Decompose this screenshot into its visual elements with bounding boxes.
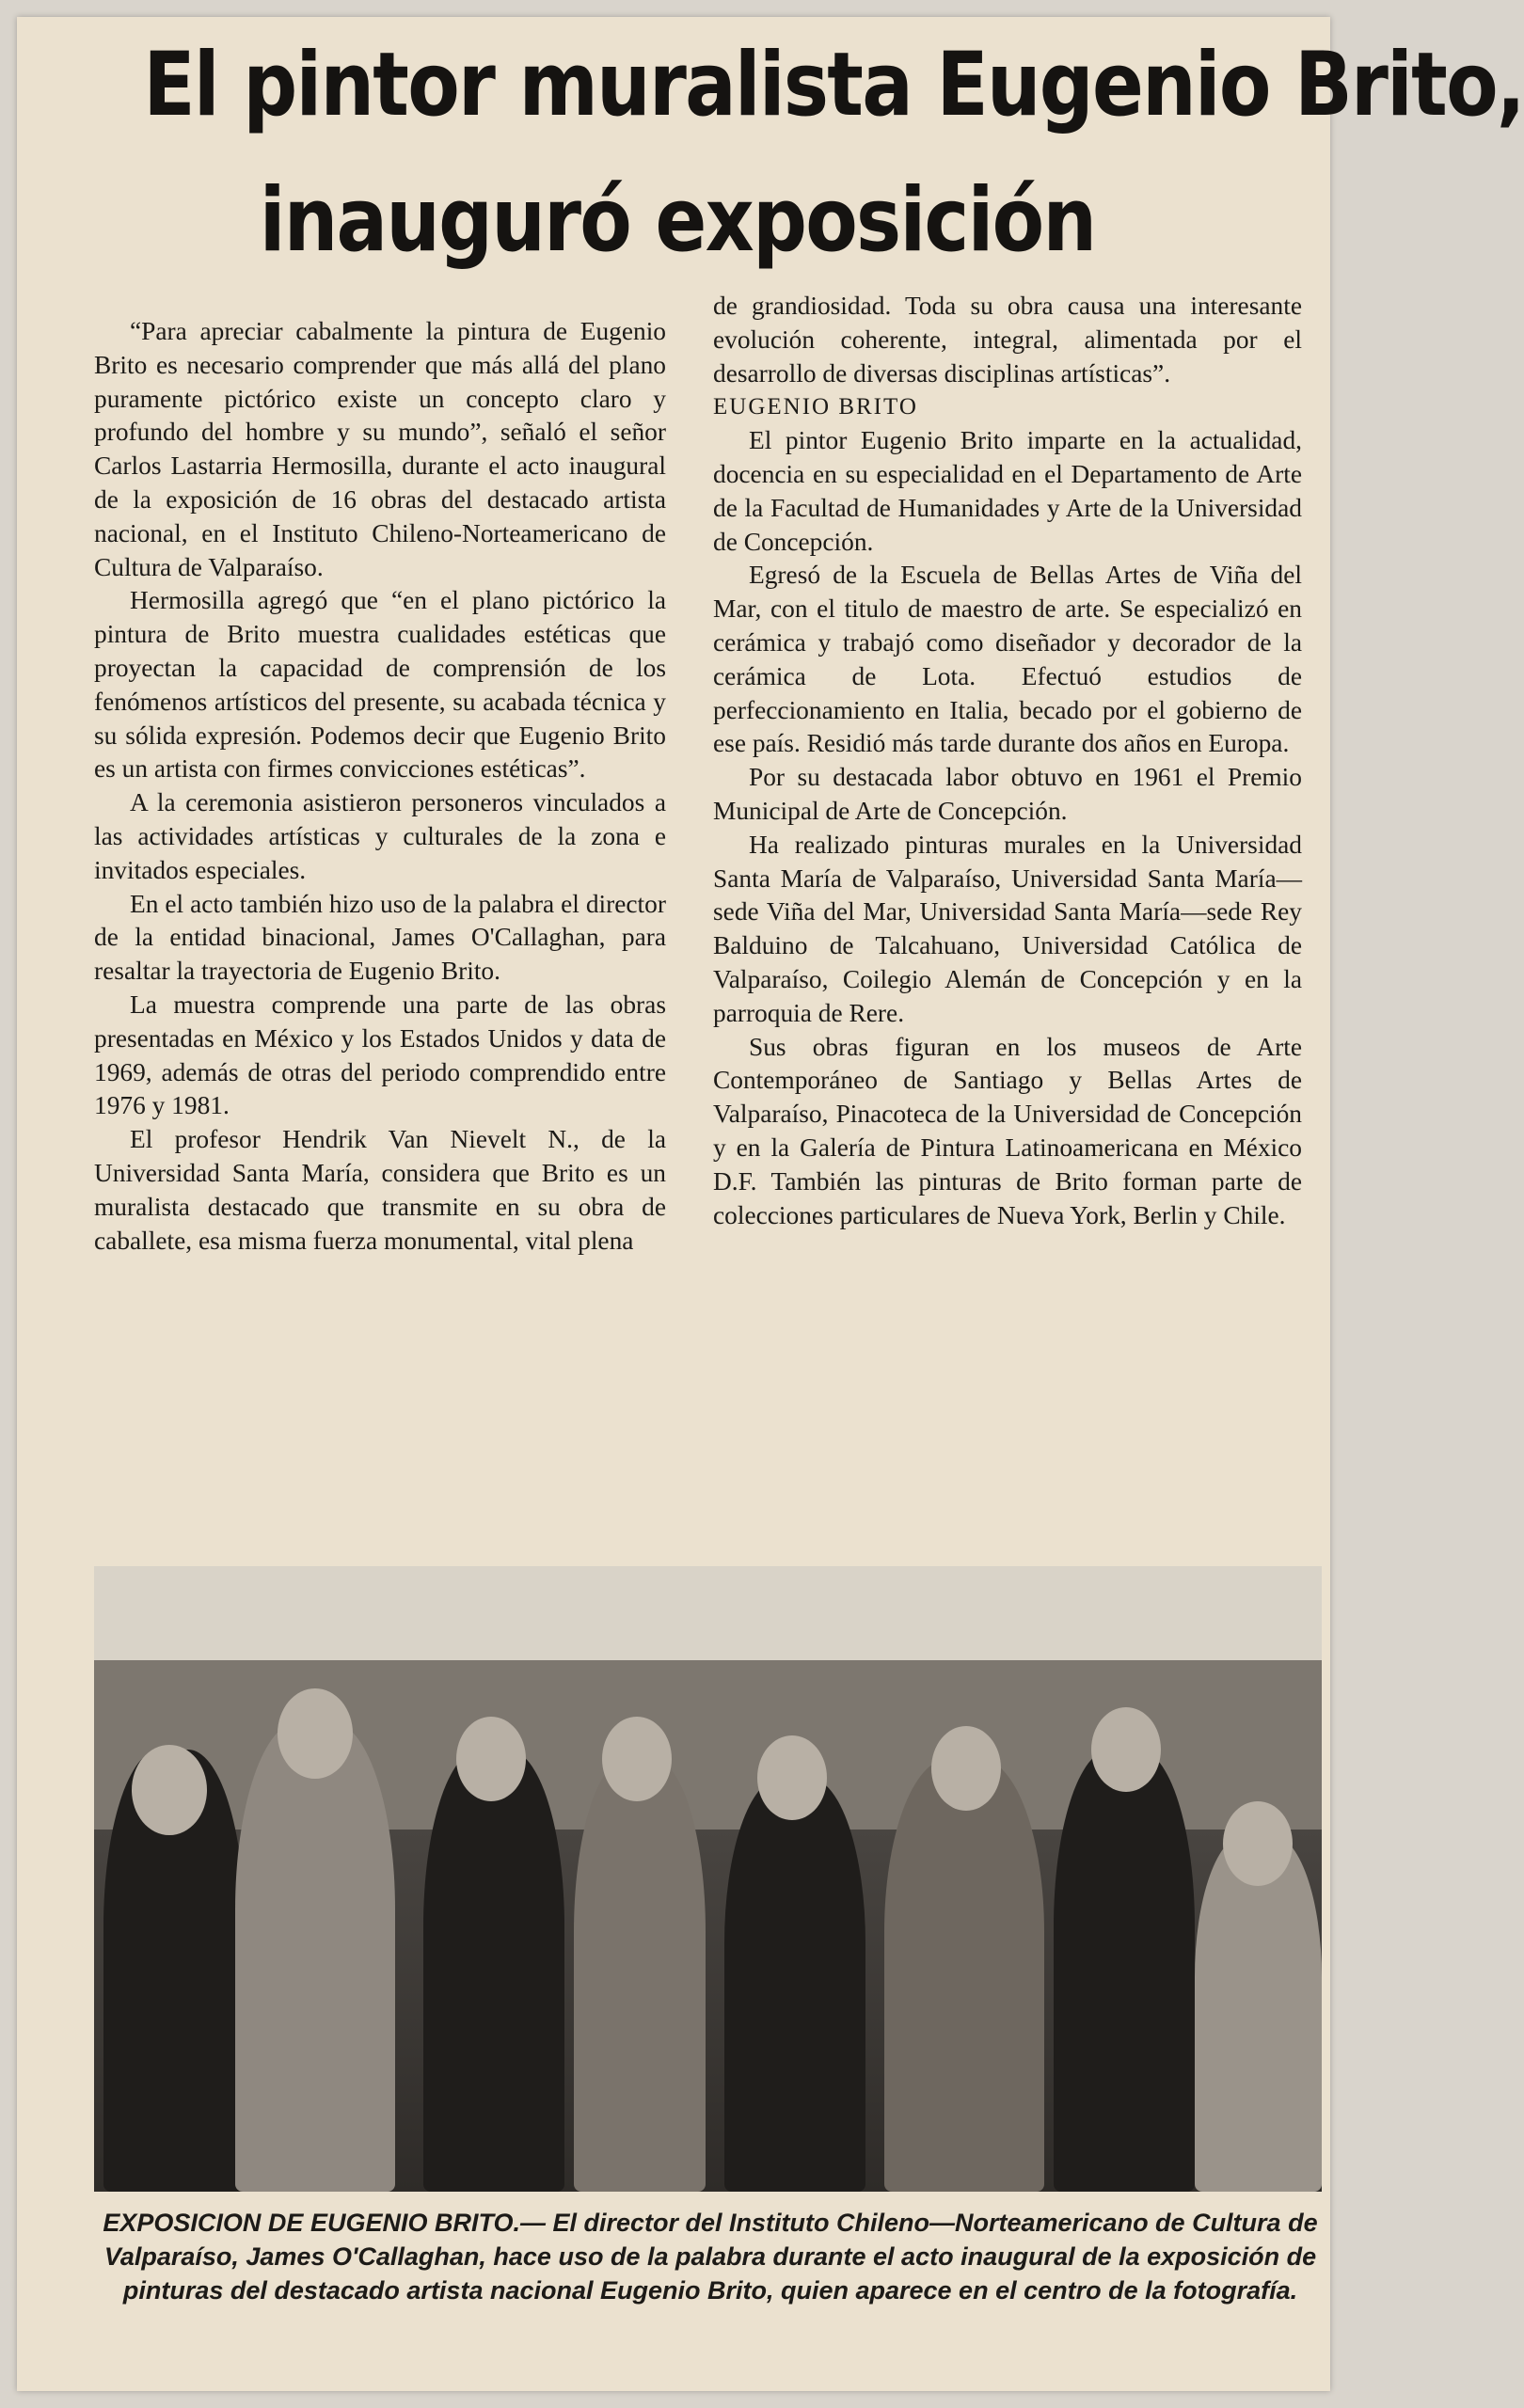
photo-person <box>724 1778 865 2192</box>
photo-person-head <box>456 1717 526 1801</box>
photo-person-head <box>1091 1707 1161 1792</box>
article-paragraph: El profesor Hendrik Van Nievelt N., de la Universidad Santa María, considera que Brito es un muralista destacado que transmite en su obra de caballete, esa misma fuerza monumental, vital plena <box>94 1125 666 1255</box>
photo-person <box>423 1750 564 2192</box>
photo-ceiling <box>94 1566 1322 1660</box>
article-paragraph: Sus obras figuran en los museos de Arte Contemporáneo de Santiago y Bellas Artes de Valparaíso, Pinacoteca de la Universidad de Concepción y en la Galería de Pintura Latinoamericana en México D.F. También las pinturas de Brito forman parte de colecciones particulares de Nueva York, Berlin y Chile. <box>713 1032 1302 1229</box>
headline-line-1: El pintor muralista Eugenio Brito, <box>143 34 1524 136</box>
photo-person-head <box>1223 1801 1293 1886</box>
photo-person <box>884 1759 1044 2192</box>
article-paragraph: Ha realizado pinturas murales en la Universidad Santa María de Valparaíso, Universidad Santa María—sede Viña del Mar, Universidad Santa María—sede Rey Balduino de Talcahuano, Universidad Católica de Valparaíso, Coilegio Alemán de Concepción y en la parroquia de Rere. <box>713 830 1302 1027</box>
article-right-column <box>713 290 1302 1232</box>
section-subhead: EUGENIO BRITO <box>713 394 918 420</box>
article-paragraph: Por su destacada labor obtuvo en 1961 el Premio Municipal de Arte de Concepción. <box>713 763 1302 825</box>
photo-person-head <box>602 1717 672 1801</box>
photo-person-head <box>132 1745 207 1835</box>
article-paragraph: A la ceremonia asistieron personeros vinculados a las actividades artísticas y culturales de la zona e invitados especiales. <box>94 788 666 884</box>
exhibition-photograph <box>94 1566 1322 2192</box>
photo-person <box>1054 1750 1195 2192</box>
headline-line-2: inauguró exposición <box>259 169 1096 272</box>
article-paragraph: Egresó de la Escuela de Bellas Artes de Viña del Mar, con el titulo de maestro de arte. Se especializó en cerámica y trabajó como diseñador y decorador de la cerámica de Lota. Efectuó estudios de perfeccionamiento en Italia, becado por el gobierno de ese país. Residió más tarde durante dos años en Europa. <box>713 561 1302 758</box>
photo-caption: EXPOSICION DE EUGENIO BRITO.— El director del Instituto Chileno—Norteamericano de Cultura de Valparaíso, James O'Callaghan, hace uso de la palabra durante el acto inaugural de la exposición de pinturas del destacado artista nacional Eugenio Brito, quien aparece en el centro de la fotografía. <box>103 2209 1318 2305</box>
photo-person-head <box>931 1726 1001 1811</box>
photo-person-head <box>757 1735 827 1820</box>
photo-person <box>235 1721 395 2192</box>
article-paragraph: La muestra comprende una parte de las obras presentadas en México y los Estados Unidos y data de 1969, además de otras del periodo comprendido entre 1976 y 1981. <box>94 990 666 1120</box>
photo-person <box>574 1759 706 2192</box>
article-continuation: de grandiosidad. Toda su obra causa una interesante evolución coherente, integral, alimentada por el desarrollo de diversas disciplinas artísticas”. <box>713 292 1302 388</box>
article-paragraph: En el acto también hizo uso de la palabra el director de la entidad binacional, James O'Callaghan, para resaltar la trayectoria de Eugenio Brito. <box>94 889 666 986</box>
article-left-column <box>94 315 666 1258</box>
article-paragraph: El pintor Eugenio Brito imparte en la actualidad, docencia en su especialidad en el Departamento de Arte de la Facultad de Humanidades y Arte de la Universidad de Concepción. <box>713 426 1302 556</box>
article-paragraph: “Para apreciar cabalmente la pintura de Eugenio Brito es necesario comprender que más allá del plano puramente pictórico existe un concepto claro y profundo del hombre y su mundo”, señaló el señor Carlos Lastarria Hermosilla, durante el acto inaugural de la exposición de 16 obras del destacado artista nacional, en el Instituto Chileno-Norteamericano de Cultura de Valparaíso. <box>94 317 666 581</box>
photo-person <box>1195 1834 1322 2192</box>
photo-person-head <box>278 1688 353 1779</box>
article-paragraph: Hermosilla agregó que “en el plano pictórico la pintura de Brito muestra cualidades estéticas que proyectan la capacidad de comprensión de los fenómenos artísticos del presente, su acabada técnica y su sólida expresión. Podemos decir que Eugenio Brito es un artista con firmes convicciones estéticas”. <box>94 586 666 784</box>
